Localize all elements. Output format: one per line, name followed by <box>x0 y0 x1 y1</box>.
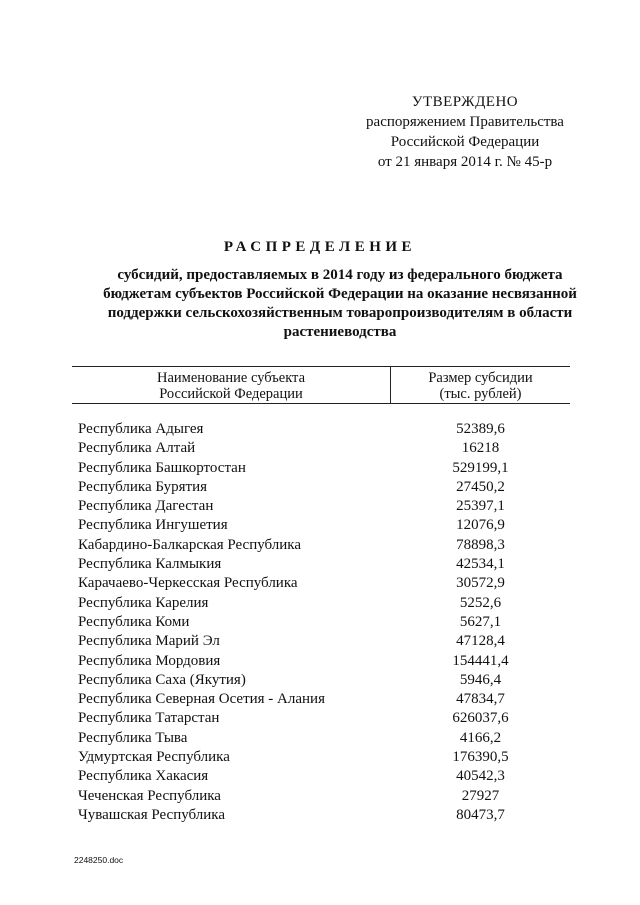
subsidy-value: 154441,4 <box>452 652 509 669</box>
subsidy-value: 5627,1 <box>459 613 502 630</box>
document-title: РАСПРЕДЕЛЕНИЕ <box>223 239 417 255</box>
subsidy-value: 30572,9 <box>456 575 505 592</box>
table-row <box>72 652 570 671</box>
table-row <box>72 459 570 478</box>
table-row <box>72 536 570 555</box>
region-name: Республика Мордовия <box>78 652 221 669</box>
subsidy-value: 626037,6 <box>452 710 509 727</box>
subsidy-table <box>72 366 570 825</box>
table-row <box>72 439 570 458</box>
table-row <box>72 748 570 767</box>
table-row <box>72 478 570 497</box>
approval-line-1: распоряжением Правительства <box>366 114 564 130</box>
region-name: Республика Северная Осетия - Алания <box>78 691 325 708</box>
table-row <box>72 594 570 613</box>
table-row <box>72 767 570 786</box>
region-name: Республика Хакасия <box>78 768 209 785</box>
region-name: Республика Ингушетия <box>78 517 228 534</box>
column-header-value-line-1: Размер субсидии <box>428 370 533 386</box>
subsidy-value: 42534,1 <box>456 556 505 573</box>
region-name: Республика Карелия <box>78 594 209 611</box>
subtitle-line-2: бюджетам субъектов Российской Федерации на оказание несвязанной <box>103 286 577 302</box>
table-row <box>72 729 570 748</box>
subsidy-value: 25397,1 <box>456 498 505 515</box>
table-row <box>72 555 570 574</box>
approval-block <box>330 92 600 172</box>
region-name: Чеченская Республика <box>78 787 221 804</box>
subtitle-line-4: растениеводства <box>283 324 397 340</box>
column-header-value-line-2: (тыс. рублей) <box>439 386 522 402</box>
subtitle-line-1: субсидий, предоставляемых в 2014 году из федерального бюджета <box>117 267 563 283</box>
region-name: Удмуртская Республика <box>78 749 230 766</box>
subsidy-value: 80473,7 <box>456 806 505 823</box>
subsidy-value: 4166,2 <box>459 729 502 746</box>
region-name: Республика Марий Эл <box>78 633 220 650</box>
column-header-name-line-1: Наименование субъекта <box>156 370 306 386</box>
table-row <box>72 497 570 516</box>
region-name: Республика Саха (Якутия) <box>78 671 246 688</box>
subsidy-value: 27927 <box>461 787 500 804</box>
subsidy-value: 52389,6 <box>456 421 505 437</box>
column-header-name-line-2: Российской Федерации <box>159 386 303 402</box>
region-name: Республика Алтай <box>78 440 196 457</box>
approval-line-3: от 21 января 2014 г. № 45-р <box>377 154 553 170</box>
region-name: Республика Бурятия <box>78 478 208 495</box>
column-header-value <box>391 370 570 402</box>
table-row <box>72 516 570 535</box>
region-name: Республика Коми <box>78 613 190 630</box>
region-name: Республика Башкортостан <box>78 459 246 476</box>
table-row <box>72 420 570 439</box>
approval-line-2: Российской Федерации <box>390 134 540 150</box>
subsidy-value: 47128,4 <box>456 633 505 650</box>
subsidy-value: 5252,6 <box>459 594 502 611</box>
region-name: Республика Тыва <box>78 729 188 746</box>
region-name: Кабардино-Балкарская Республика <box>78 536 302 553</box>
subsidy-value: 16218 <box>461 440 500 457</box>
region-name: Республика Татарстан <box>78 710 220 727</box>
subsidy-value: 40542,3 <box>456 768 505 785</box>
subsidy-value: 47834,7 <box>456 691 505 708</box>
subsidy-value: 529199,1 <box>452 459 509 476</box>
subsidy-value: 5946,4 <box>459 671 502 688</box>
region-name: Республика Адыгея <box>78 421 204 437</box>
table-row <box>72 574 570 593</box>
subsidy-value: 78898,3 <box>456 536 505 553</box>
column-header-name <box>72 370 390 402</box>
table-row <box>72 709 570 728</box>
region-name: Республика Дагестан <box>78 498 214 515</box>
table-row <box>72 632 570 651</box>
table-header <box>72 366 570 404</box>
table-row <box>72 671 570 690</box>
approval-heading: УТВЕРЖДЕНО <box>411 94 519 110</box>
file-name-footer: 2248250.doc <box>74 855 124 865</box>
table-row <box>72 787 570 806</box>
subsidy-value: 27450,2 <box>456 478 505 495</box>
region-name: Карачаево-Черкесская Республика <box>78 575 298 592</box>
region-name: Чувашская Республика <box>78 806 226 823</box>
table-row <box>72 690 570 709</box>
table-row <box>72 806 570 825</box>
table-row <box>72 613 570 632</box>
subsidy-value: 176390,5 <box>452 749 509 766</box>
document-subtitle <box>60 266 620 342</box>
table-body <box>72 420 570 825</box>
region-name: Республика Калмыкия <box>78 556 222 573</box>
subtitle-line-3: поддержки сельскохозяйственным товаропроизводителям в области <box>107 305 573 321</box>
subsidy-value: 12076,9 <box>456 517 505 534</box>
